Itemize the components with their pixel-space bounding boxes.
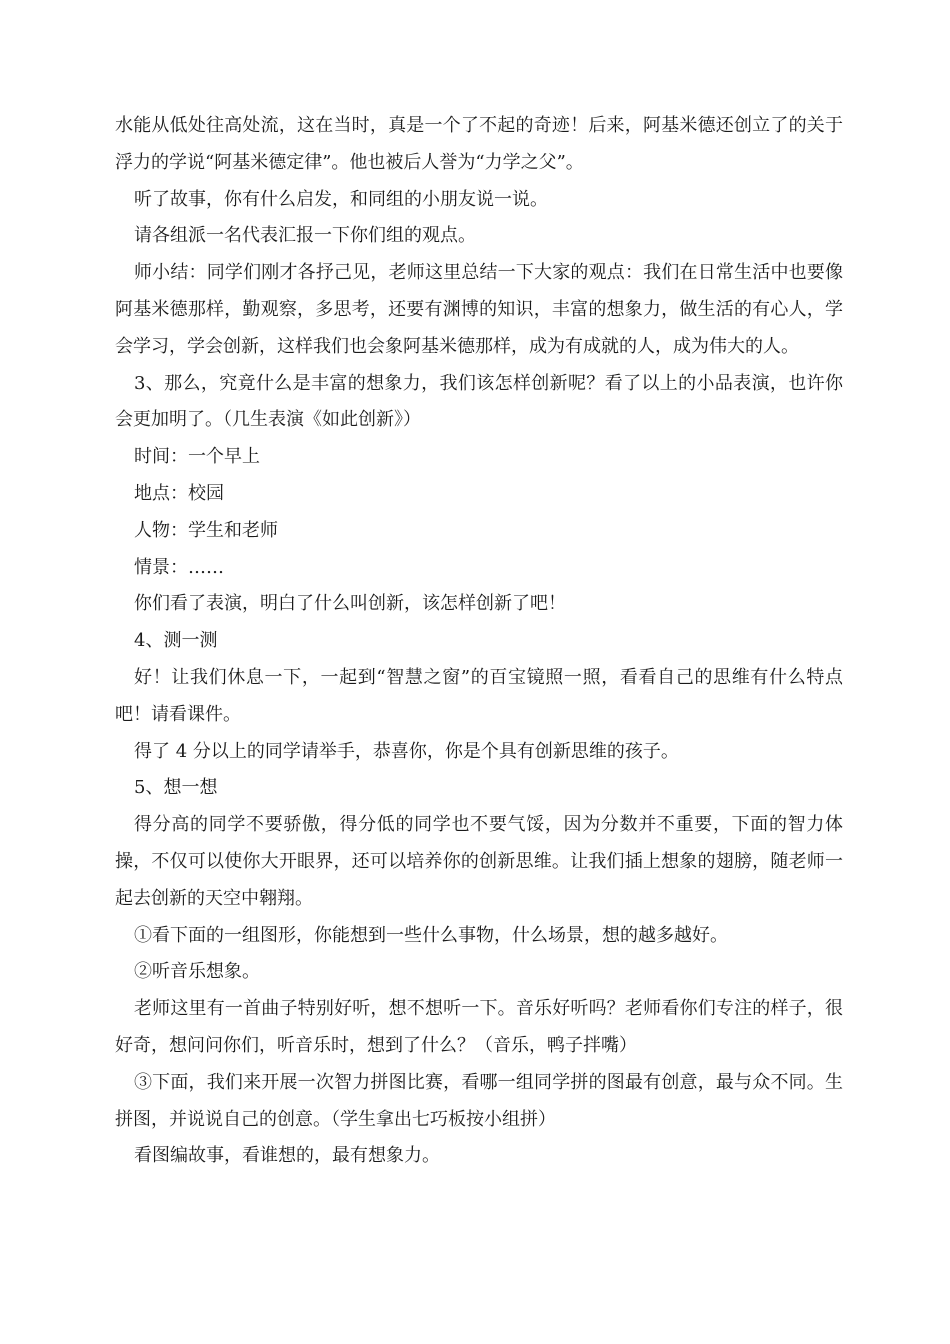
paragraph: 请各组派一名代表汇报一下你们组的观点。 (134, 225, 476, 247)
skit-time: 时间：一个早上 (134, 446, 260, 468)
paragraph: 看图编故事，看谁想的，最有想象力。 (134, 1145, 440, 1167)
activity-item-2: ②听音乐想象。 (134, 961, 260, 983)
skit-place: 地点：校园 (134, 482, 224, 504)
paragraph: 你们看了表演，明白了什么叫创新，该怎样创新了吧！ (134, 593, 566, 615)
section-3-paragraph: 3、那么，究竟什么是丰富的想象力，我们该怎样创新呢？看了以上的小品表演，也许你会更加明了。（几生表演《如此创新》） (115, 372, 843, 431)
skit-scene: 情景：…… (134, 556, 224, 578)
paragraph: 听了故事，你有什么启发，和同组的小朋友说一说。 (134, 188, 548, 210)
document-body (115, 108, 843, 1175)
paragraph-summary: 师小结：同学们刚才各抒己见，老师这里总结一下大家的观点：我们在日常生活中也要像阿基米德那样，勤观察，多思考，还要有渊博的知识，丰富的想象力，做生活的有心人，学会学习，学会创新，这样我们也会象阿基米德那样，成为有成就的人，成为伟大的人。 (115, 262, 843, 357)
paragraph: 得了 4 分以上的同学请举手，恭喜你，你是个具有创新思维的孩子。 (134, 740, 679, 762)
paragraph: 老师这里有一首曲子特别好听，想不想听一下。音乐好听吗？老师看你们专注的样子，很好奇，想问问你们，听音乐时，想到了什么？（音乐，鸭子拌嘴） (115, 998, 843, 1056)
skit-characters: 人物：学生和老师 (134, 519, 278, 541)
section-5-heading: 5、想一想 (134, 777, 218, 799)
activity-item-1: ①看下面的一组图形，你能想到一些什么事物，什么场景，想的越多越好。 (134, 924, 728, 946)
section-4-heading: 4、测一测 (134, 630, 218, 652)
paragraph-continuation: 水能从低处往高处流，这在当时，真是一个了不起的奇迹！后来，阿基米德还创立了的关于浮力的学说“阿基米德定律”。他也被后人誉为“力学之父”。 (115, 115, 843, 173)
paragraph: 得分高的同学不要骄傲，得分低的同学也不要气馁，因为分数并不重要，下面的智力体操，不仅可以使你大开眼界，还可以培养你的创新思维。让我们插上想象的翅膀，随老师一起去创新的天空中翱翔。 (115, 814, 843, 909)
paragraph: 好！让我们休息一下，一起到“智慧之窗”的百宝镜照一照，看看自己的思维有什么特点吧！请看课件。 (115, 666, 843, 725)
activity-item-3: ③下面，我们来开展一次智力拼图比赛，看哪一组同学拼的图最有创意，最与众不同。生拼图，并说说自己的创意。（学生拿出七巧板按小组拼） (115, 1071, 843, 1130)
